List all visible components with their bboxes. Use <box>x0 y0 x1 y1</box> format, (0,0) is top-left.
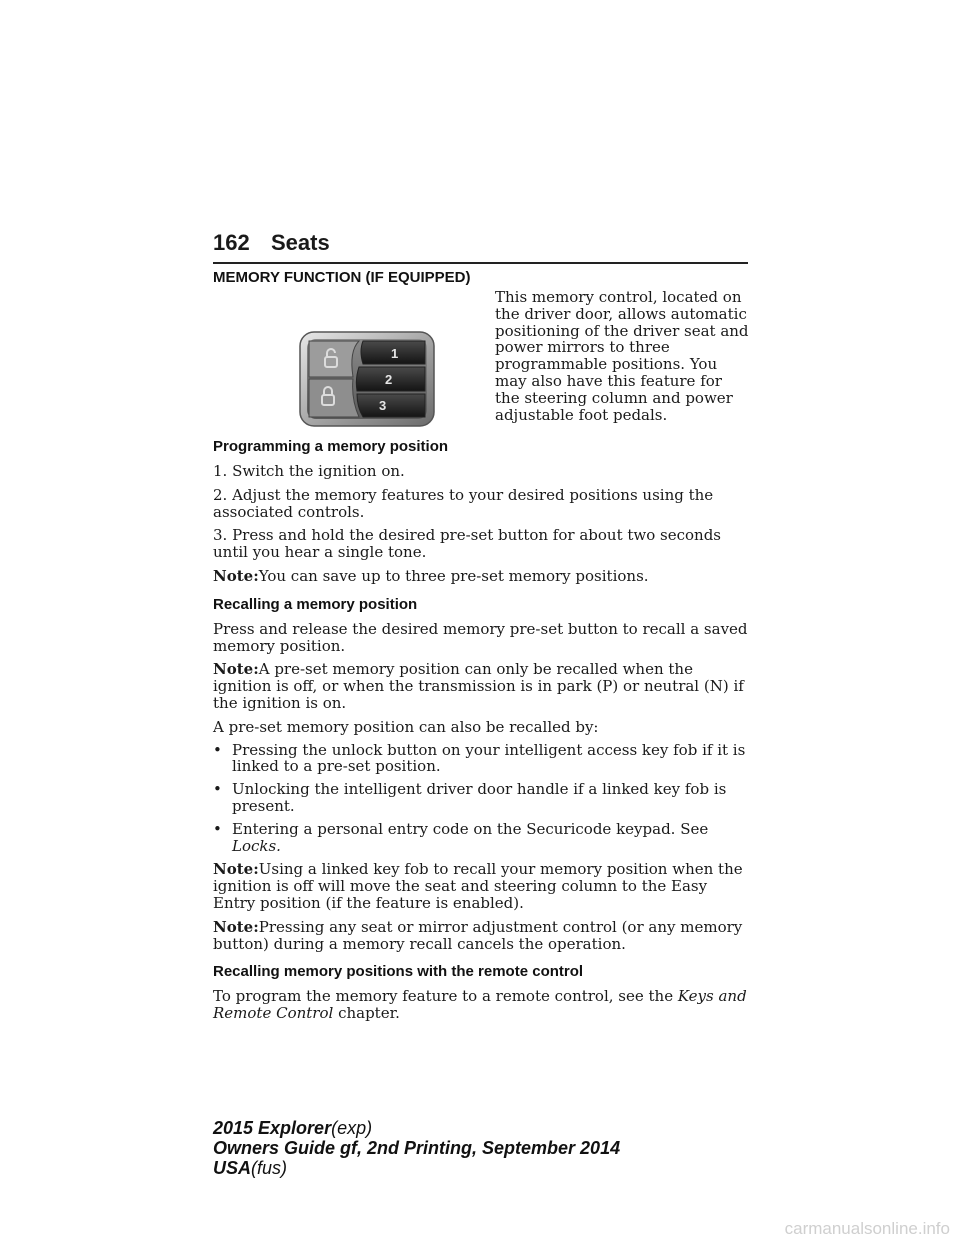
programming-step-1: 1. Switch the ignition on. <box>213 462 405 480</box>
remote-text <box>213 988 748 1022</box>
intro-text: This memory control, located on the driver door, allows automatic positioning of the driver seat and power mirrors to three programmable positions. You may also have this feature for the steering column and power adjustable foot pedals. <box>495 288 749 424</box>
note-label: Note: <box>213 660 259 679</box>
locks-reference: Locks. <box>232 836 281 855</box>
footer-model-code: (exp) <box>331 1118 373 1138</box>
bullet-item <box>213 742 748 776</box>
footer-guide: Owners Guide gf, 2nd Printing, September 2014 <box>213 1138 621 1158</box>
recalling-also: A pre-set memory position can also be recalled by: <box>213 717 599 736</box>
bullet-text: Entering a personal entry code on the Securicode keypad. See <box>232 819 709 838</box>
note-text: A pre-set memory position can only be recalled when the ignition is off, or when the transmission is in park (P) or neutral (N) if the ignition is on. <box>213 660 744 712</box>
footer-model: 2015 Explorer <box>213 1118 332 1138</box>
note-label: Note: <box>213 917 259 936</box>
remote-heading: Recalling memory positions with the remote control <box>213 963 584 981</box>
bullet-item <box>213 781 748 815</box>
button-label-2: 2 <box>385 372 393 387</box>
memory-seat-buttons-image <box>297 329 437 429</box>
recalling-heading: Recalling a memory position <box>213 595 418 613</box>
programming-note <box>213 568 748 585</box>
memory-button-3 <box>357 394 425 417</box>
programming-step-3: 3. Press and hold the desired pre-set button for about two seconds until you hear a single tone. <box>213 526 721 562</box>
keys-remote-reference: Keys and Remote Control <box>213 987 747 1023</box>
programming-step-2: 2. Adjust the memory features to your desired positions using the associated controls. <box>213 485 714 521</box>
remote-intro: To program the memory feature to a remote control, see the <box>213 987 674 1006</box>
footer-region-code: (fus) <box>251 1158 288 1178</box>
note-label: Note: <box>213 566 259 585</box>
bullet-item <box>213 821 748 855</box>
note-text: Using a linked key fob to recall your memory position when the ignition is off will move the seat and steering column to the Easy Entry position (if the feature is enabled). <box>213 860 743 912</box>
page-content <box>213 268 748 1022</box>
recalling-note-1 <box>213 661 748 711</box>
footer-region-line <box>213 1158 620 1178</box>
intro-block <box>213 289 748 437</box>
remote-tail: chapter. <box>338 1004 400 1023</box>
page-number: 162 <box>213 230 250 255</box>
note-text: You can save up to three pre-set memory positions. <box>258 566 649 585</box>
note-label: Note: <box>213 860 259 879</box>
page-footer <box>213 1118 620 1178</box>
page-header <box>213 228 748 264</box>
footer-model-line <box>213 1118 620 1138</box>
programming-heading: Programming a memory position <box>213 438 449 455</box>
bullet-text: Unlocking the intelligent driver door handle if a linked key fob is present. <box>232 780 727 815</box>
recalling-note-3 <box>213 919 748 953</box>
watermark: carmanualsonline.info <box>784 1219 950 1238</box>
chapter-title: Seats <box>271 230 330 255</box>
bullet-mark: • <box>213 740 222 759</box>
note-text: Pressing any seat or mirror adjustment control (or any memory button) during a memory recall cancels the operation. <box>213 917 743 953</box>
button-label-1: 1 <box>391 346 399 361</box>
button-label-3: 3 <box>379 398 387 413</box>
bullet-mark: • <box>213 780 222 799</box>
recalling-note-2 <box>213 861 748 911</box>
recalling-text: Press and release the desired memory pre-set button to recall a saved memory position. <box>213 619 748 655</box>
footer-region: USA <box>213 1158 252 1178</box>
bullet-mark: • <box>213 819 222 838</box>
bullet-text: Pressing the unlock button on your intelligent access key fob if it is linked to a pre-set position. <box>232 740 746 776</box>
section-title: MEMORY FUNCTION (IF EQUIPPED) <box>213 269 471 286</box>
